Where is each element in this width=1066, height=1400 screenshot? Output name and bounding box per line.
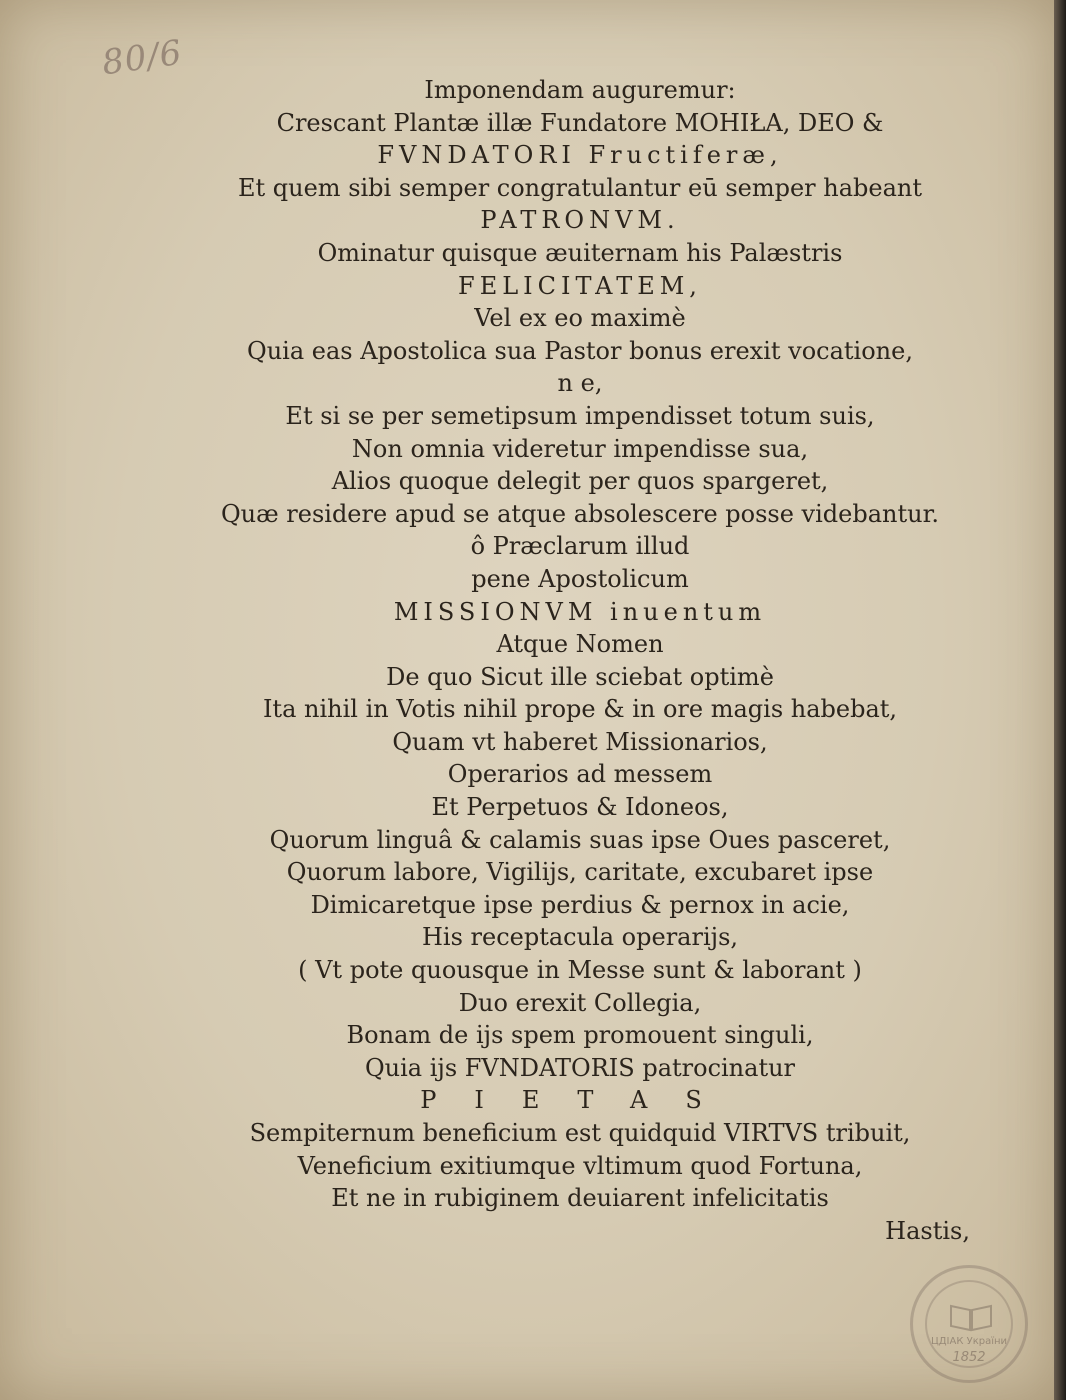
text-line: Crescant Plantæ illæ Fundatore MOHIŁA, DEO & (276, 108, 884, 137)
text-line: Quia ijs FVNDATORIS patrocinatur (364, 1053, 796, 1082)
text-line: Quorum linguâ & calamis suas ipse Oues pasceret, (269, 825, 891, 854)
text-block (150, 74, 1010, 1247)
text-line: ô Præclarum illud (470, 532, 690, 561)
text-line: PIETAS (420, 1086, 740, 1115)
book-icon (949, 1302, 993, 1332)
text-line: Duo erexit Collegia, (458, 988, 702, 1017)
archive-stamp (910, 1265, 1028, 1383)
text-line: PATRONVM. (480, 206, 680, 235)
text-line: His receptacula operarijs, (421, 923, 739, 952)
folio-number: 80/6 (99, 32, 185, 84)
text-line: Quorum labore, Vigilijs, caritate, excubaret ipse (286, 858, 874, 887)
text-line: Ominatur quisque æuiternam his Palæstris (317, 238, 843, 267)
text-line: Ita nihil in Votis nihil prope & in ore magis habebat, (262, 695, 898, 724)
text-line: Veneficium exitiumque vltimum quod Fortuna, (297, 1151, 863, 1180)
text-line: Dimicaretque ipse perdius & pernox in acie, (310, 890, 850, 919)
text-line: n e, (557, 369, 603, 398)
text-line: Operarios ad messem (447, 760, 713, 789)
text-line: FELICITATEM, (458, 271, 702, 300)
text-line: Quam vt haberet Missionarios, (392, 727, 768, 756)
text-line: Et ne in rubiginem deuiarent infelicitatis (331, 1184, 829, 1213)
text-line: De quo Sicut ille sciebat optimè (386, 662, 774, 691)
text-line: Quia eas Apostolica sua Pastor bonus erexit vocatione, (247, 336, 913, 365)
text-line: Non omnia videretur impendisse sua, (351, 434, 809, 463)
text-line: Vel ex eo maximè (474, 304, 686, 333)
stamp-year: 1852 (952, 1350, 986, 1365)
text-line: Bonam de ijs spem promouent singuli, (346, 1021, 814, 1050)
stamp-label: ЦДІАК України (930, 1336, 1008, 1347)
catchword: Hastis, (885, 1216, 970, 1245)
text-line: Atque Nomen (496, 630, 664, 659)
text-line: MISSIONVM inuentum (393, 597, 767, 626)
text-line: Et quem sibi semper congratulantur eū semper habeant (237, 173, 923, 202)
text-line: FVNDATORI Fructiferæ, (377, 141, 783, 170)
text-line: Imponendam auguremur: (424, 76, 736, 104)
page-edge-shadow (1054, 0, 1066, 1400)
text-line: pene Apostolicum (471, 564, 689, 593)
text-line: Quæ residere apud se atque absolescere posse videbantur. (220, 499, 940, 528)
text-line: Sempiternum beneficium est quidquid VIRTVS tribuit, (249, 1119, 911, 1147)
text-line: Alios quoque delegit per quos spargeret, (331, 467, 829, 496)
text-line: Et Perpetuos & Idoneos, (431, 793, 729, 822)
text-line: ( Vt pote quousque in Messe sunt & laborant ) (298, 956, 862, 985)
text-line: Et si se per semetipsum impendisset totum suis, (285, 401, 875, 430)
